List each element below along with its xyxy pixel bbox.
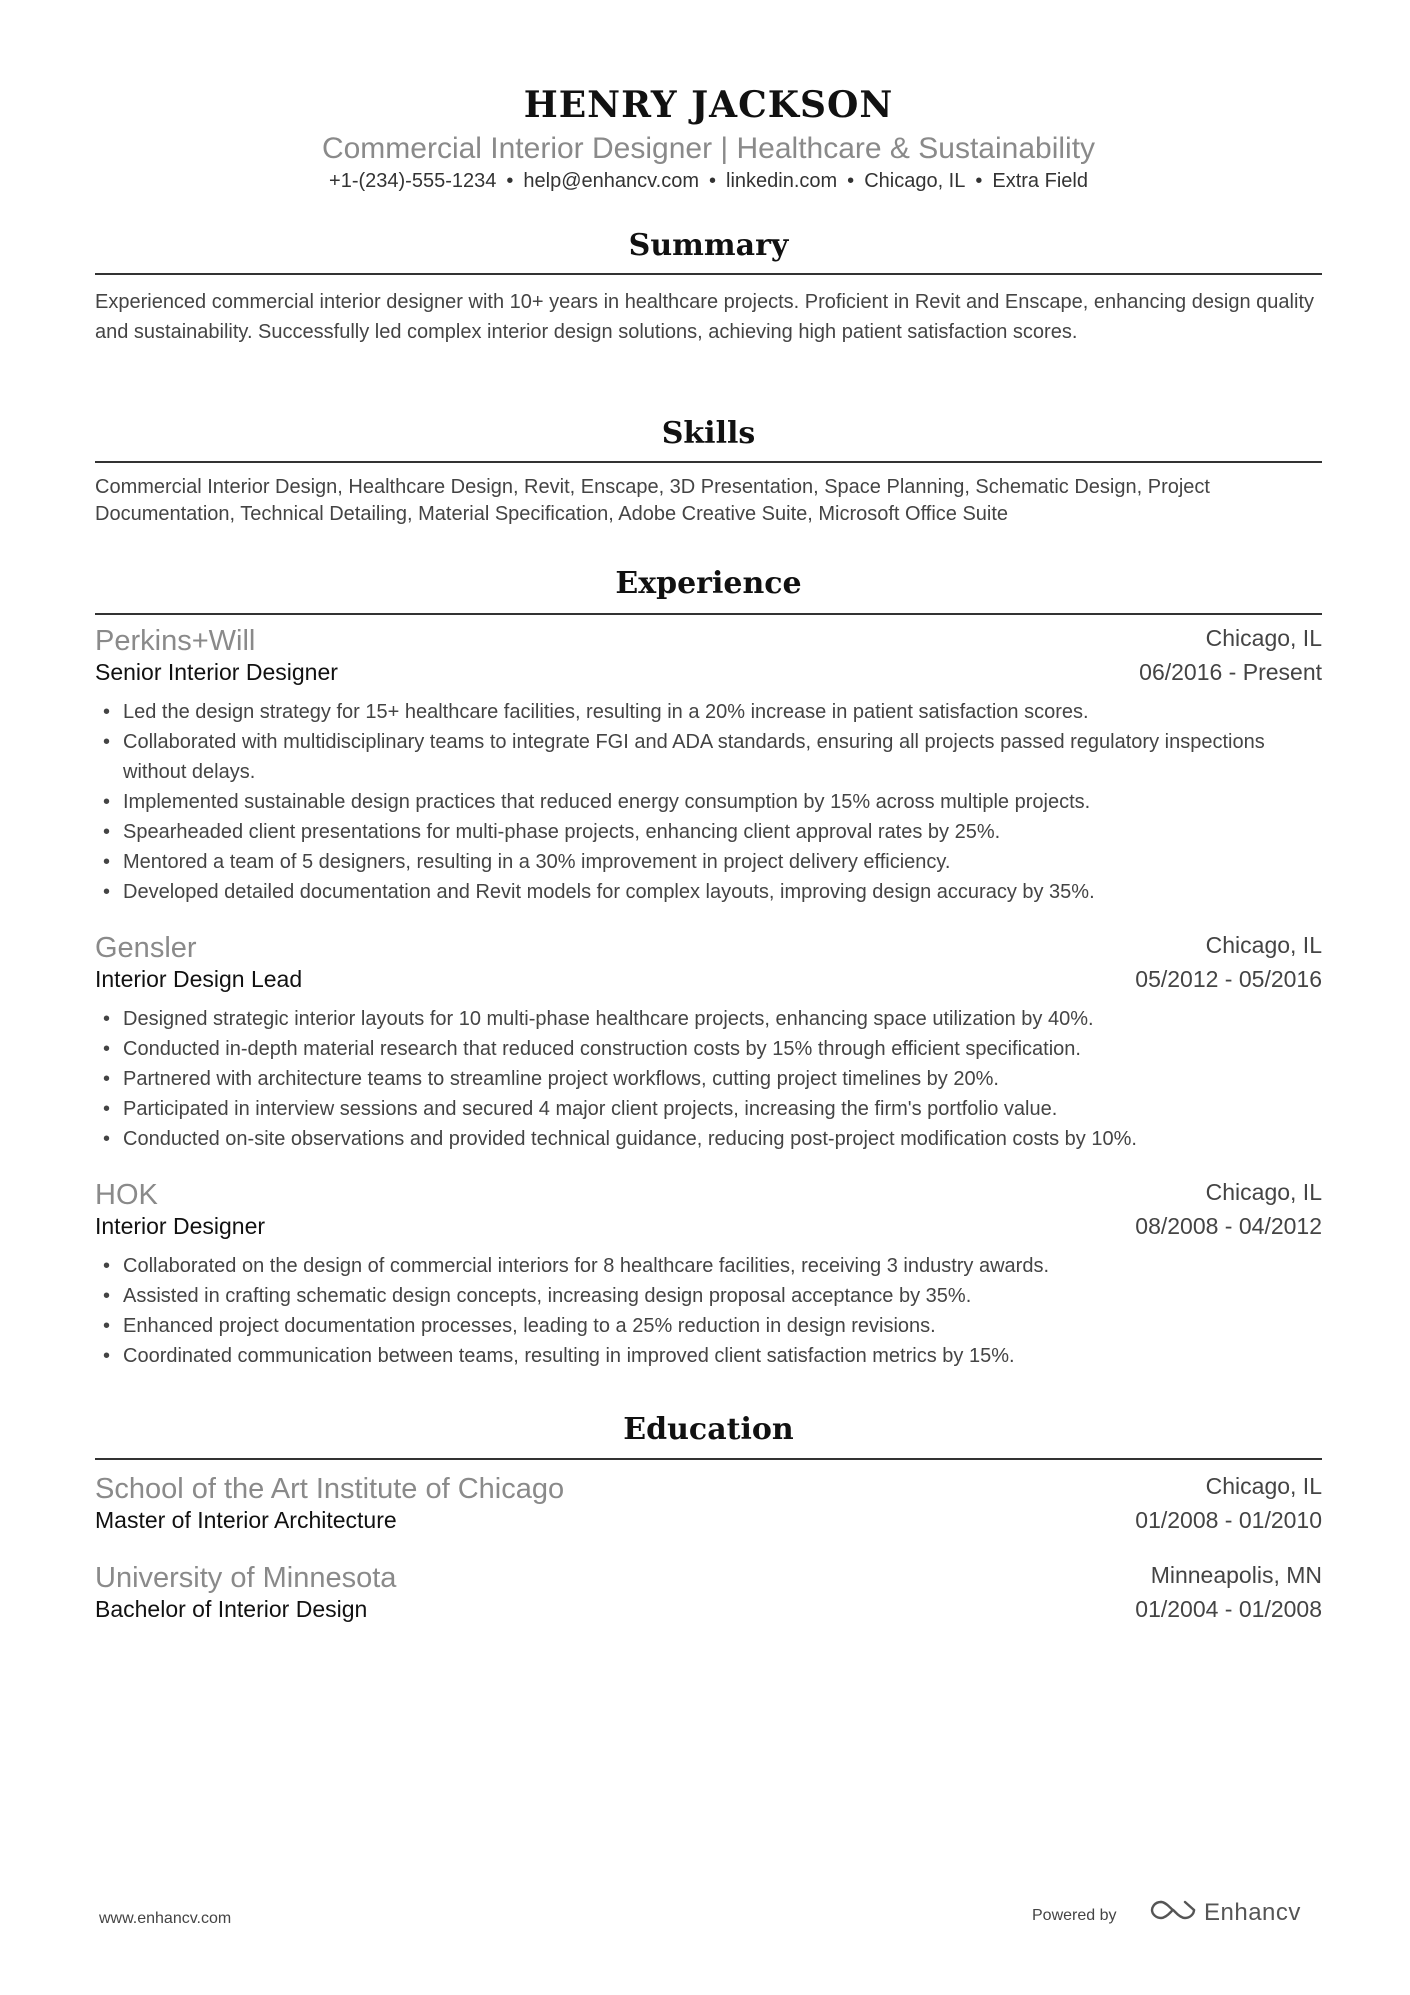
candidate-title: Commercial Interior Designer | Healthcare & Sustainability bbox=[321, 132, 1096, 165]
job-entry bbox=[95, 932, 1322, 1154]
job-bullets bbox=[95, 697, 1322, 907]
bullet-item: • Spearheaded client presentations for multi-phase projects, enhancing client approval rates by 25%. bbox=[95, 817, 1322, 847]
job-location: Chicago, IL bbox=[1205, 932, 1322, 958]
bullet-item: • Collaborated on the design of commercial interiors for 8 healthcare facilities, receiving 3 industry awards. bbox=[95, 1251, 1322, 1281]
enhancv-brand[interactable] bbox=[1150, 1898, 1301, 1927]
bullet-item: • Conducted in-depth material research that reduced construction costs by 15% through efficient specification. bbox=[95, 1034, 1322, 1064]
skills-text: Commercial Interior Design, Healthcare Design, Revit, Enscape, 3D Presentation, Space Planning, Schematic Design, Project Documentation, Technical Detailing, Material Specification, Adobe Creative Suite, Microsoft Office Suite bbox=[95, 476, 1210, 525]
school-name: School of the Art Institute of Chicago bbox=[95, 1473, 565, 1505]
skills-heading: Skills bbox=[661, 416, 756, 451]
bullet-item: • Enhanced project documentation processes, leading to a 25% reduction in design revisions. bbox=[95, 1311, 1322, 1341]
enhancv-brand-text: Enhancv bbox=[1204, 1898, 1301, 1926]
education-dates: 01/2004 - 01/2008 bbox=[1135, 1596, 1322, 1622]
contact-line bbox=[95, 170, 1322, 193]
company-name: Gensler bbox=[95, 932, 197, 964]
education-entry bbox=[95, 1473, 1322, 1541]
bullet-item: • Coordinated communication between teams, resulting in improved client satisfaction metrics by 15%. bbox=[95, 1341, 1322, 1371]
bullet-item: • Designed strategic interior layouts for 10 multi-phase healthcare projects, enhancing space utilization by 40%. bbox=[95, 1004, 1322, 1034]
job-bullets bbox=[95, 1251, 1322, 1371]
bullet-item: • Assisted in crafting schematic design concepts, increasing design proposal acceptance by 35%. bbox=[95, 1281, 1322, 1311]
candidate-name: HENRY JACKSON bbox=[523, 84, 894, 126]
location: Chicago, IL bbox=[864, 170, 966, 192]
bullet-separator: • bbox=[975, 170, 983, 192]
phone: +1-(234)-555-1234 bbox=[329, 170, 497, 192]
footer-website-link[interactable]: www.enhancv.com bbox=[99, 1910, 232, 1927]
bullet-item: • Mentored a team of 5 designers, resulting in a 30% improvement in project delivery efficiency. bbox=[95, 847, 1322, 877]
school-location: Chicago, IL bbox=[1205, 1473, 1322, 1499]
company-name: HOK bbox=[95, 1179, 158, 1211]
summary-heading: Summary bbox=[628, 228, 789, 263]
degree: Master of Interior Architecture bbox=[95, 1507, 397, 1533]
experience-heading: Experience bbox=[615, 566, 802, 601]
school-location: Minneapolis, MN bbox=[1150, 1562, 1322, 1588]
experience-divider bbox=[95, 613, 1322, 615]
job-dates: 08/2008 - 04/2012 bbox=[1135, 1213, 1322, 1239]
company-name: Perkins+Will bbox=[95, 625, 256, 657]
education-divider bbox=[95, 1458, 1322, 1460]
powered-by-label: Powered by bbox=[1032, 1907, 1117, 1924]
job-bullets bbox=[95, 1004, 1322, 1154]
bullet-separator: • bbox=[708, 170, 716, 192]
summary-divider bbox=[95, 273, 1322, 275]
job-role: Senior Interior Designer bbox=[95, 659, 338, 685]
bullet-item: • Implemented sustainable design practices that reduced energy consumption by 15% across multiple projects. bbox=[95, 787, 1322, 817]
skills-divider bbox=[95, 461, 1322, 463]
bullet-item: • Collaborated with multidisciplinary teams to integrate FGI and ADA standards, ensuring all projects passed regulatory inspections without delays. bbox=[95, 727, 1322, 787]
education-entry bbox=[95, 1562, 1322, 1630]
summary-text: Experienced commercial interior designer with 10+ years in healthcare projects. Proficient in Revit and Enscape, enhancing design quality and sustainability. Successfully led complex interior design solutions, achieving high patient satisfaction scores. bbox=[95, 291, 1314, 343]
bullet-item: • Partnered with architecture teams to streamline project workflows, cutting project timelines by 20%. bbox=[95, 1064, 1322, 1094]
degree: Bachelor of Interior Design bbox=[95, 1596, 368, 1622]
job-entry bbox=[95, 625, 1322, 907]
school-name: University of Minnesota bbox=[95, 1562, 397, 1594]
extra-field: Extra Field bbox=[992, 170, 1088, 192]
enhancv-logo-icon bbox=[1150, 1898, 1196, 1927]
job-role: Interior Design Lead bbox=[95, 966, 303, 992]
bullet-item: • Participated in interview sessions and secured 4 major client projects, increasing the firm's portfolio value. bbox=[95, 1094, 1322, 1124]
bullet-separator: • bbox=[506, 170, 514, 192]
linkedin-link[interactable]: linkedin.com bbox=[726, 170, 838, 192]
bullet-separator: • bbox=[847, 170, 855, 192]
job-role: Interior Designer bbox=[95, 1213, 266, 1239]
education-heading: Education bbox=[623, 1412, 794, 1447]
job-dates: 06/2016 - Present bbox=[1139, 659, 1322, 685]
bullet-item: • Developed detailed documentation and Revit models for complex layouts, improving design accuracy by 35%. bbox=[95, 877, 1322, 907]
job-dates: 05/2012 - 05/2016 bbox=[1135, 966, 1322, 992]
education-dates: 01/2008 - 01/2010 bbox=[1135, 1507, 1322, 1533]
bullet-item: • Conducted on-site observations and provided technical guidance, reducing post-project modification costs by 10%. bbox=[95, 1124, 1322, 1154]
email-link[interactable]: help@enhancv.com bbox=[523, 170, 699, 192]
job-location: Chicago, IL bbox=[1205, 625, 1322, 651]
bullet-item: • Led the design strategy for 15+ healthcare facilities, resulting in a 20% increase in patient satisfaction scores. bbox=[95, 697, 1322, 727]
job-entry bbox=[95, 1179, 1322, 1371]
job-location: Chicago, IL bbox=[1205, 1179, 1322, 1205]
